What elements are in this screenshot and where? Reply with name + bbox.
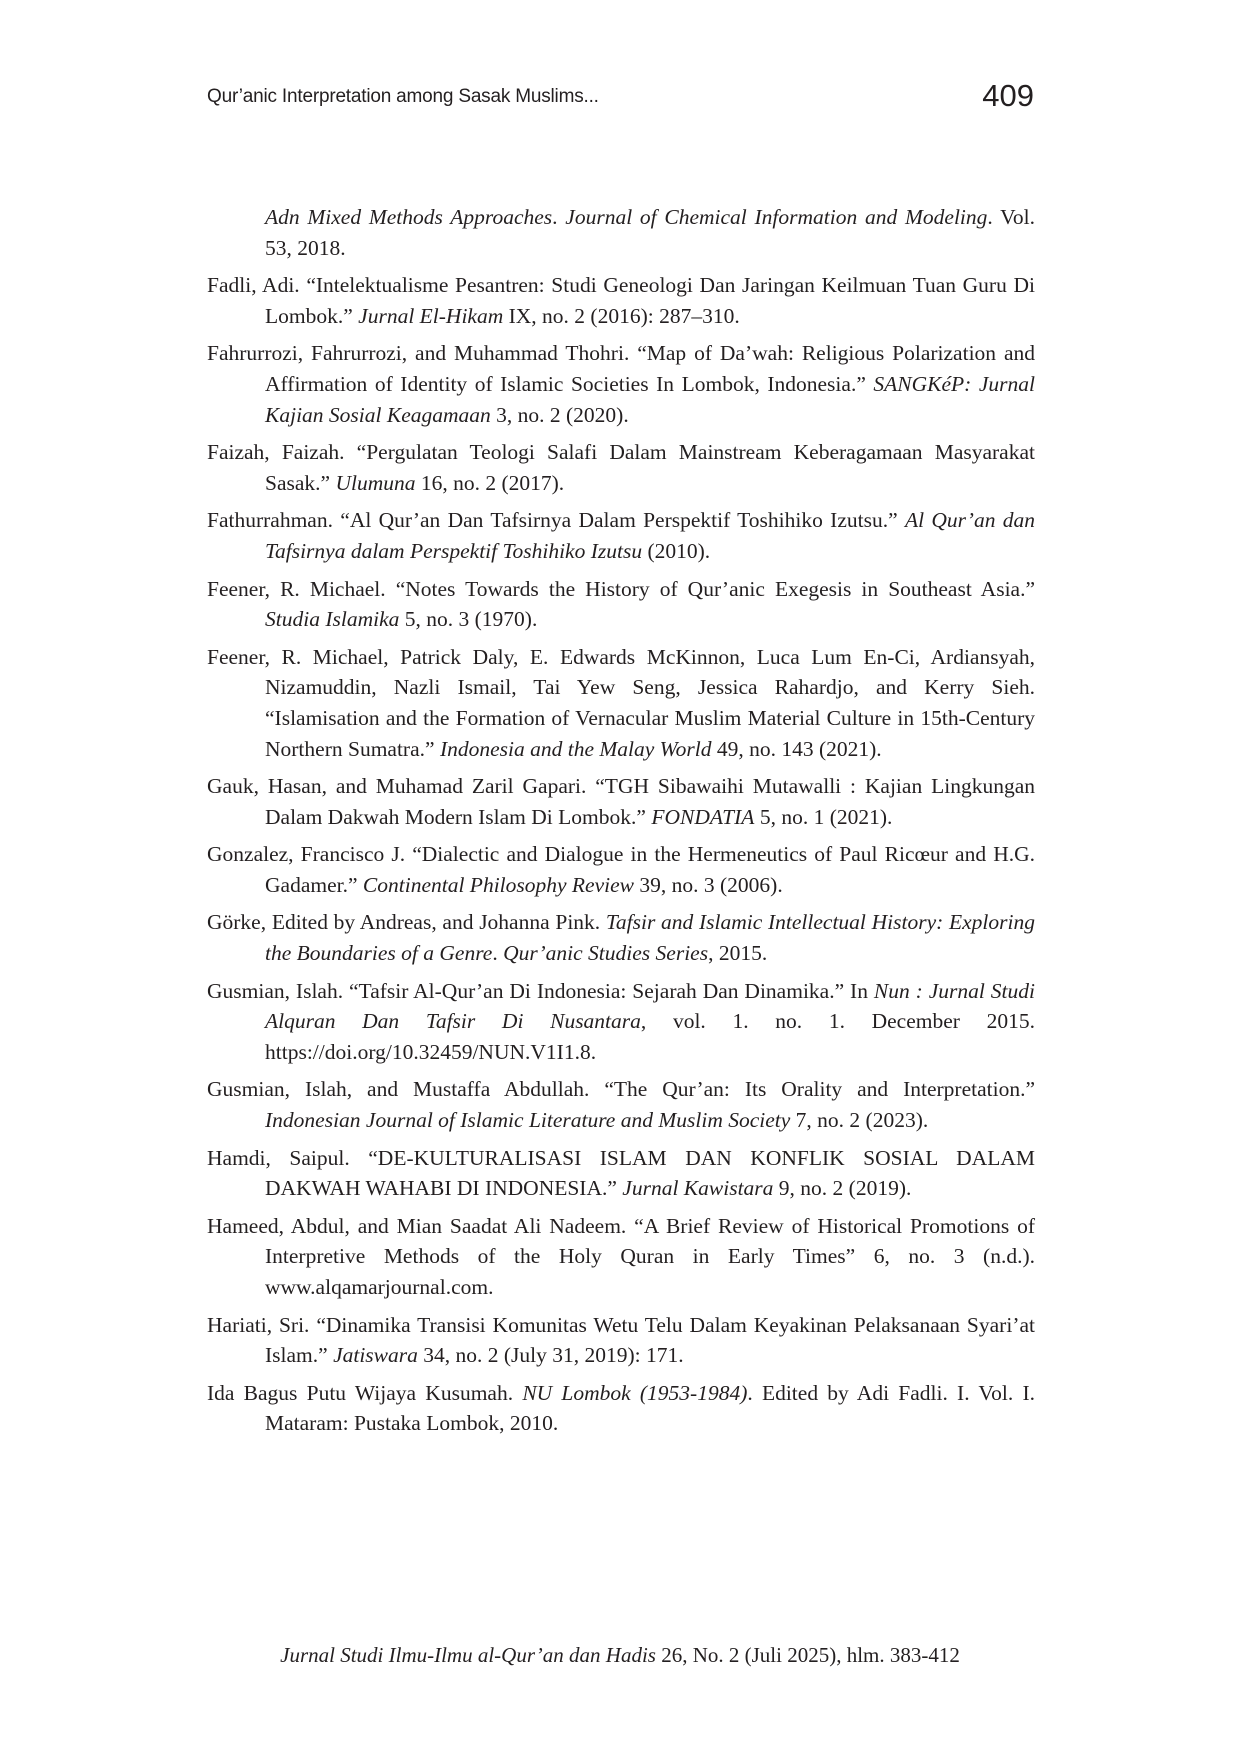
- reference-text: . Edited by Adi Fadli. I. Vol. I. Mataram: Pustaka Lombok, 2010.: [265, 1380, 1036, 1436]
- reference-entry: [207, 1143, 1035, 1204]
- reference-title-italic: Tafsir and Islamic Intellectual History: Exploring the Boundaries of a Genre: [265, 910, 1035, 966]
- reference-text: Fahrurrozi, Fahrurrozi, and Muhammad Thohri. “Map of Da’wah: Religious Polarization and Affirmation of Identity of Islamic Societies In Lombok, Indonesia.”: [207, 341, 1035, 396]
- reference-text: 16, no. 2 (2017).: [415, 470, 565, 495]
- reference-title-italic: Journal of Chemical Information and Modeling: [565, 205, 988, 229]
- reference-title-italic: Indonesian Journal of Islamic Literature and Muslim Society: [265, 1108, 791, 1133]
- reference-text: 39, no. 3 (2006).: [634, 872, 783, 897]
- reference-text: Fathurrahman. “Al Qur’an Dan Tafsirnya Dalam Perspektif Toshihiko Izutsu.”: [207, 508, 905, 533]
- reference-entry: [207, 771, 1035, 832]
- reference-text: Fadli, Adi. “Intelektualisme Pesantren: Studi Geneologi Dan Jaringan Keilmuan Tuan Guru Di Lombok.”: [207, 273, 1035, 328]
- reference-entry: [207, 202, 1035, 263]
- reference-text: Gusmian, Islah, and Mustaffa Abdullah. “The Qur’an: Its Orality and Interpretation.”: [207, 1077, 1035, 1102]
- reference-text: Hamdi, Saipul. “DE-KULTURALISASI ISLAM DAN KONFLIK SOSIAL DALAM DAKWAH WAHABI DI INDONESIA.”: [207, 1145, 1035, 1201]
- reference-title-italic: NU Lombok (1953-1984): [522, 1380, 748, 1405]
- reference-title-italic: Ulumuna: [335, 470, 416, 495]
- reference-title-italic: FONDATIA: [651, 804, 755, 829]
- reference-text: Hariati, Sri. “Dinamika Transisi Komunitas Wetu Telu Dalam Keyakinan Pelaksanaan Syari’at Islam.”: [207, 1312, 1035, 1368]
- reference-text: Gusmian, Islah. “Tafsir Al-Qur’an Di Indonesia: Sejarah Dan Dinamika.” In: [207, 978, 874, 1003]
- reference-text: , vol. 1. no. 1. December 2015. https://doi.org/10.32459/NUN.V1I1.8.: [265, 1009, 1035, 1064]
- reference-entry: [207, 642, 1035, 764]
- reference-text: 7, no. 2 (2023).: [790, 1108, 929, 1133]
- reference-title-italic: Indonesia and the Malay World: [439, 736, 712, 761]
- page-number: 409: [982, 78, 1034, 113]
- reference-entry: [207, 1074, 1035, 1135]
- reference-title-italic: Jurnal Kawistara: [622, 1176, 774, 1201]
- reference-text: 5, no. 3 (1970).: [399, 607, 538, 632]
- reference-text: Ida Bagus Putu Wijaya Kusumah.: [207, 1380, 523, 1405]
- reference-entry: [207, 270, 1035, 331]
- reference-text: Hameed, Abdul, and Mian Saadat Ali Nadeem. “A Brief Review of Historical Promotions of Interpretive Methods of the Holy Quran in Early Times” 6, no. 3 (n.d.). www.alqamarjournal.com.: [207, 1213, 1035, 1299]
- reference-entry: [207, 907, 1035, 968]
- reference-text: 9, no. 2 (2019).: [773, 1176, 912, 1201]
- journal-footer: [0, 1643, 1240, 1668]
- reference-title-italic: Jatiswara: [333, 1343, 418, 1368]
- reference-entry: [207, 1310, 1035, 1371]
- reference-entry: [207, 839, 1035, 900]
- reference-title-italic: Studia Islamika: [265, 607, 400, 632]
- reference-text: Feener, R. Michael. “Notes Towards the History of Qur’anic Exegesis in Southeast Asia.”: [207, 576, 1035, 601]
- reference-text: Feener, R. Michael, Patrick Daly, E. Edwards McKinnon, Luca Lum En-Ci, Ardiansyah, Nizamuddin, Nazli Ismail, Tai Yew Seng, Jessica Rahardjo, and Kerry Sieh. “Islamisation and the Formation of Vernacular Muslim Material Culture in 15th-Century Northern Sumatra.”: [207, 644, 1035, 761]
- reference-text: 5, no. 1 (2021).: [754, 804, 893, 829]
- reference-entry: [207, 338, 1035, 430]
- reference-title-italic: Qur’anic Studies Series: [503, 941, 709, 966]
- reference-entry: [207, 505, 1035, 566]
- reference-text: , 2015.: [708, 941, 768, 966]
- reference-text: .: [492, 941, 504, 966]
- bibliography-list: [207, 202, 1035, 1446]
- reference-text: Gauk, Hasan, and Muhamad Zaril Gapari. “TGH Sibawaihi Mutawalli : Kajian Lingkungan Dalam Dakwah Modern Islam Di Lombok.”: [207, 774, 1035, 829]
- reference-text: Görke, Edited by Andreas, and Johanna Pink.: [207, 910, 606, 935]
- reference-title-italic: Nun : Jurnal Studi Alquran Dan Tafsir Di Nusantara: [265, 978, 1035, 1034]
- reference-title-italic: Continental Philosophy Review: [362, 872, 634, 897]
- reference-title-italic: Al Qur’an dan Tafsirnya dalam Perspektif Toshihiko Izutsu: [265, 508, 1035, 563]
- reference-entry: [207, 1378, 1035, 1439]
- reference-text: . Vol. 53, 2018.: [265, 205, 1035, 260]
- reference-entry: [207, 1211, 1035, 1303]
- reference-text: 34, no. 2 (July 31, 2019): 171.: [417, 1343, 684, 1368]
- reference-title-italic: SANGKéP: Jurnal Kajian Sosial Keagamaan: [265, 371, 1036, 427]
- reference-text: IX, no. 2 (2016): 287–310.: [503, 303, 740, 328]
- reference-entry: [207, 976, 1035, 1068]
- reference-text: Gonzalez, Francisco J. “Dialectic and Dialogue in the Hermeneutics of Paul Ricœur and H.G. Gadamer.”: [207, 842, 1035, 897]
- reference-text: (2010).: [642, 538, 711, 563]
- reference-text: .: [552, 205, 566, 229]
- footer-journal-name: Jurnal Studi Ilmu-Ilmu al-Qur’an dan Hadis: [280, 1643, 656, 1667]
- reference-entry: [207, 437, 1035, 498]
- footer-issue-details: 26, No. 2 (Juli 2025), hlm. 383-412: [655, 1643, 960, 1667]
- running-header-title: Qur’anic Interpretation among Sasak Muslims...: [207, 86, 599, 107]
- reference-text: Faizah, Faizah. “Pergulatan Teologi Salafi Dalam Mainstream Keberagamaan Masyarakat Sasak.”: [207, 440, 1035, 495]
- reference-title-italic: Adn Mixed Methods Approaches: [265, 205, 553, 229]
- reference-entry: [207, 574, 1035, 635]
- reference-text: 49, no. 143 (2021).: [711, 736, 882, 761]
- reference-title-italic: Jurnal El-Hikam: [358, 303, 504, 328]
- reference-text: 3, no. 2 (2020).: [490, 402, 629, 427]
